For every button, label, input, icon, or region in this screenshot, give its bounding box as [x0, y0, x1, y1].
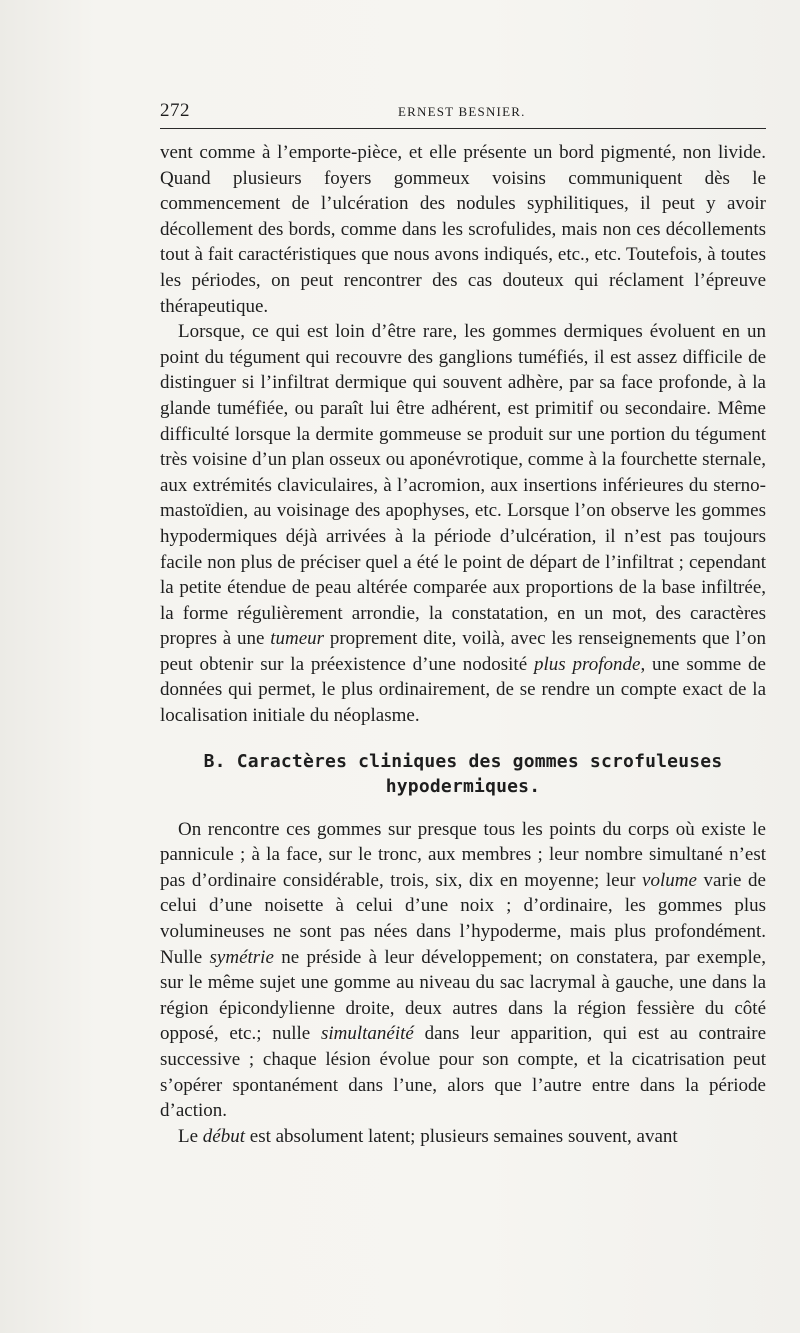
text-run: On rencontre ces gommes sur presque tous les points du corps où existe le pannicule ; à la face, sur le tronc, aux membres ; leur nombre simultané n’est pas d’ordinaire considérable, trois, six, dix en moyenne; leur [160, 818, 766, 891]
emphasis-debut: début [202, 1125, 246, 1147]
emphasis-symetrie: symétrie [209, 946, 274, 968]
text-run: Lorsque, ce qui est loin d’être rare, les gommes dermiques évoluent en un point du tégument qui recouvre des ganglions tuméfiés, il est assez difficile de distinguer si l’infiltrat dermique qui souvent adhère, par sa face profonde, à la glande tuméfiée, ou paraît lui être adhérent, est primitif ou secondaire. Même difficulté lorsque la dermite gommeuse se produit sur une portion du tégument très voisine d’un plan osseux ou aponévrotique, comme à la fourchette sternale, aux extrémités claviculaires, à l’acromion, aux insertions inférieures du sterno-mastoïdien, au voisinage des apophyses, etc. Lorsque l’on observe les gommes hypodermiques déjà arrivées à la période d’ulcération, il n’est pas toujours facile non plus de préciser quel a été le point de départ de l’infiltrat ; cependant la petite étendue de peau altérée comparée aux proportions de la base infiltrée, la forme régulièrement arrondie, la constatation, en un mot, des caractères propres à une [160, 321, 766, 650]
section-heading-line-2: hypodermiques. [385, 775, 541, 797]
text-run: dans leur apparition, qui est au contraire successive ; chaque lésion évolue pour son compte, et la cicatrisation peut s’opérer spontanément dans l’une, alors que l’autre entre dans la période d’action. [160, 1023, 766, 1122]
section-heading [160, 749, 766, 799]
text-run: ne préside à leur développement; on constatera, par exemple, sur le même sujet une gomme au niveau du sac lacrymal à gauche, une dans la région épicondylienne droite, deux autres dans la région fessière du côté opposé, etc.; nulle [160, 946, 766, 1045]
paragraph-differential-diagnosis [160, 319, 766, 729]
running-head: ERNEST BESNIER. [398, 104, 526, 119]
paragraph-continuation: vent comme à l’emporte-pièce, et elle présente un bord pigmenté, non livide. Quand plusieurs foyers gommeux voisins communiquent dès le commencement de l’ulcération des nodules syphilitiques, il peut y avoir décollement des bords, comme dans les scrofulides, mais non ces décollements tout à fait caractéristiques que nous avons indiqués, etc., etc. Toutefois, à toutes les périodes, on peut rencontrer des cas douteux qui réclament l’épreuve thérapeutique. [160, 142, 766, 317]
page-number: 272 [160, 100, 190, 121]
page-header [160, 100, 766, 124]
text-run: est absolument latent; plusieurs semaines souvent, avant [245, 1125, 678, 1147]
section-heading-line-1: B. Caractères cliniques des gommes scrofuleuses [203, 750, 723, 772]
emphasis-tumeur: tumeur [270, 628, 325, 650]
text-run: proprement dite, voilà, avec les renseignements que l’on peut obtenir sur la préexistence d’une nodosité [160, 628, 766, 675]
emphasis-plus-profonde: plus profonde [534, 653, 641, 675]
header-rule [160, 128, 766, 129]
emphasis-volume: volume [642, 869, 697, 891]
body-text [160, 140, 766, 1149]
paragraph-clinical-features [160, 817, 766, 1124]
emphasis-simultaneite: simultanéité [320, 1023, 414, 1045]
text-run: varie de celui d’une noisette à celui d’une noix ; d’ordinaire, les gommes plus volumineuses ne sont pas nées dans l’hypoderme, mais plus profondément. Nulle [160, 869, 766, 968]
text-run: , une somme de données qui permet, le plus ordinairement, de se rendre un compte exact de la localisation initiale du néoplasme. [160, 653, 766, 727]
paragraph-onset [160, 1124, 766, 1150]
text-run: Le [178, 1125, 203, 1147]
